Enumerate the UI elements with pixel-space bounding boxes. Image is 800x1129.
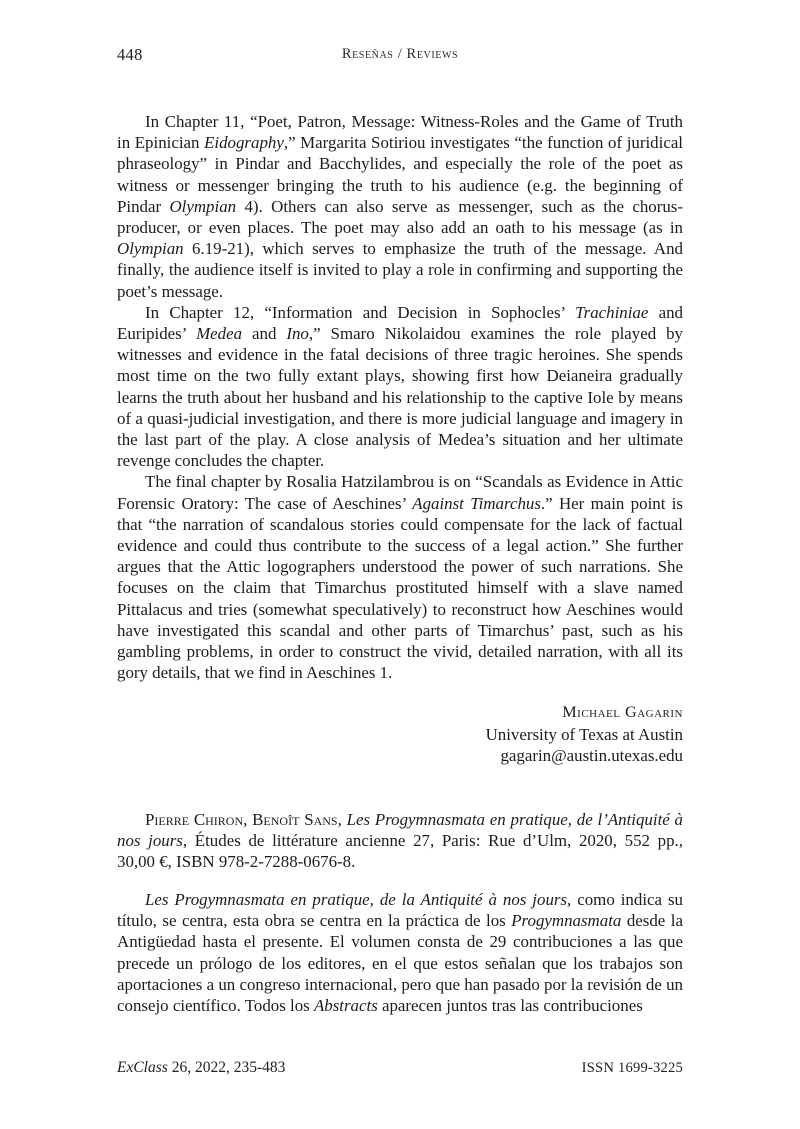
paragraph-final-chapter: [117, 471, 683, 683]
book-publication-details: , Études de littérature ancienne 27, Paris: Rue d’Ulm, 2020, 552 pp., 30,00 €, ISBN 978-2-7288-0676-8.: [117, 831, 684, 872]
second-review-body: [117, 889, 683, 1016]
journal-citation: [117, 1059, 285, 1077]
text-run: como indica su título, se centra, esta obra se centra en la práctica de los: [117, 890, 683, 931]
italic-title-ino: Ino: [286, 324, 309, 344]
text-run: In Chapter 12, “Information and Decision in Sophocles’: [145, 302, 576, 322]
page-number: 448: [117, 45, 143, 64]
text-run: desde la Antigüedad hasta el presente. El volumen consta de 29 contribuciones a las que precede un prólogo de los editores, en el que estos señalan que los trabajos son aportaciones a un congreso internacional, pero que han pasado por la revisión de un consejo científico. Todos los: [117, 911, 683, 1016]
bibliographic-entry-text: [117, 809, 683, 873]
italic-book-title: Les Progymnasmata en pratique, de la Antiquité à nos jours,: [145, 890, 572, 909]
reviewer-signature: [117, 702, 683, 767]
text-run: The final chapter by Rosalia Hatzilambrou is on “Scandals as Evidence in Attic Forensic Oratory: The case of Aeschines’: [117, 472, 683, 513]
book-author-2: Benoît Sans: [252, 810, 338, 829]
running-head-title: Reseñas / Reviews: [341, 46, 459, 62]
running-header: [117, 45, 683, 67]
text-run: 4). Others can also serve as messenger, such as the chorus-producer, or even places. The poet may also add an oath to his message (as in: [117, 196, 683, 238]
text-run: 6.19-21), which serves to emphasize the truth of the message. And finally, the audience itself is invited to play a role in confirming and supporting the poet’s message.: [117, 239, 683, 301]
page-footer: [117, 1059, 683, 1081]
text-run: ,: [243, 810, 253, 829]
italic-title-olympian-2: Olympian: [117, 239, 184, 259]
paragraph-chapter-12: [117, 302, 683, 472]
paragraph-chapter-11: [117, 111, 683, 302]
citation-detail: 26, 2022, 235-483: [167, 1059, 286, 1076]
book-title: Les Progymnasmata en pratique, de l’Antiquité à nos jours: [117, 810, 684, 851]
text-run: ,” Margarita Sotiriou investigates “the function of juridical phraseology” in Pindar and Bacchylides, and especially the role of the poet as witness or messenger bringing the truth to his audience (e.g. the beginning of Pindar: [117, 133, 684, 216]
italic-title-olympian-1: Olympian: [169, 196, 237, 216]
text-run: aparecen juntos tras las contribuciones: [377, 996, 643, 1016]
paragraph-review-2: [117, 889, 683, 1016]
book-author-1: Pierre Chiron: [145, 810, 244, 829]
reviewer-affiliation: University of Texas at Austin: [485, 724, 683, 744]
text-run: .” Her main point is that “the narration of scandalous stories could compensate for the lack of factual evidence and could thus contribute to the success of a legal action.” She further argues that the Attic logographers understood the power of such narrations. She focuses on the claim that Timarchus prostituted himself with a slave named Pittalacus and tries (somewhat speculatively) to reconstruct how Aeschines would have investigated this scandal and other parts of Timarchus’ past, such as his gambling problems, in order to construct the vivid, detailed narration, with all its gory details, that we find in Aeschines 1.: [117, 493, 683, 683]
italic-title-medea: Medea: [196, 324, 243, 344]
reviewer-email: gagarin@austin.utexas.edu: [500, 746, 683, 766]
italic-title-trachiniae: Trachiniae: [575, 302, 649, 322]
italic-progymnasmata: Progymnasmata: [511, 911, 622, 931]
italic-title-against-timarchus: Against Timarchus: [412, 493, 541, 513]
issn: ISSN 1699-3225: [581, 1060, 683, 1076]
text-run: ,” Smaro Nikolaidou examines the role played by witnesses and evidence in the fatal decisions of three tragic heroines. She spends most time on the two fully extant plays, showing first how Deianeira gradually learns the truth about her husband and his relationship to the captive Iole by means of a quasi-judicial investigation, and there is more judicial language and imagery in the last part of the play. A close analysis of Medea’s situation and her ultimate revenge concludes the chapter.: [117, 324, 683, 471]
text-run: and Euripides’: [117, 302, 683, 344]
bibliographic-entry: [117, 809, 683, 873]
text-run: and: [242, 324, 287, 344]
italic-abstracts: Abstracts: [313, 996, 378, 1016]
journal-name: ExClass: [117, 1059, 168, 1076]
text-run: ,: [337, 810, 347, 829]
italic-title-eidography: Eidography: [204, 133, 284, 153]
main-text-column: [117, 111, 683, 683]
text-run: In Chapter 11, “Poet, Patron, Message: Witness-Roles and the Game of Truth in Epinician: [117, 112, 683, 153]
reviewer-name: Michael Gagarin: [562, 703, 683, 721]
